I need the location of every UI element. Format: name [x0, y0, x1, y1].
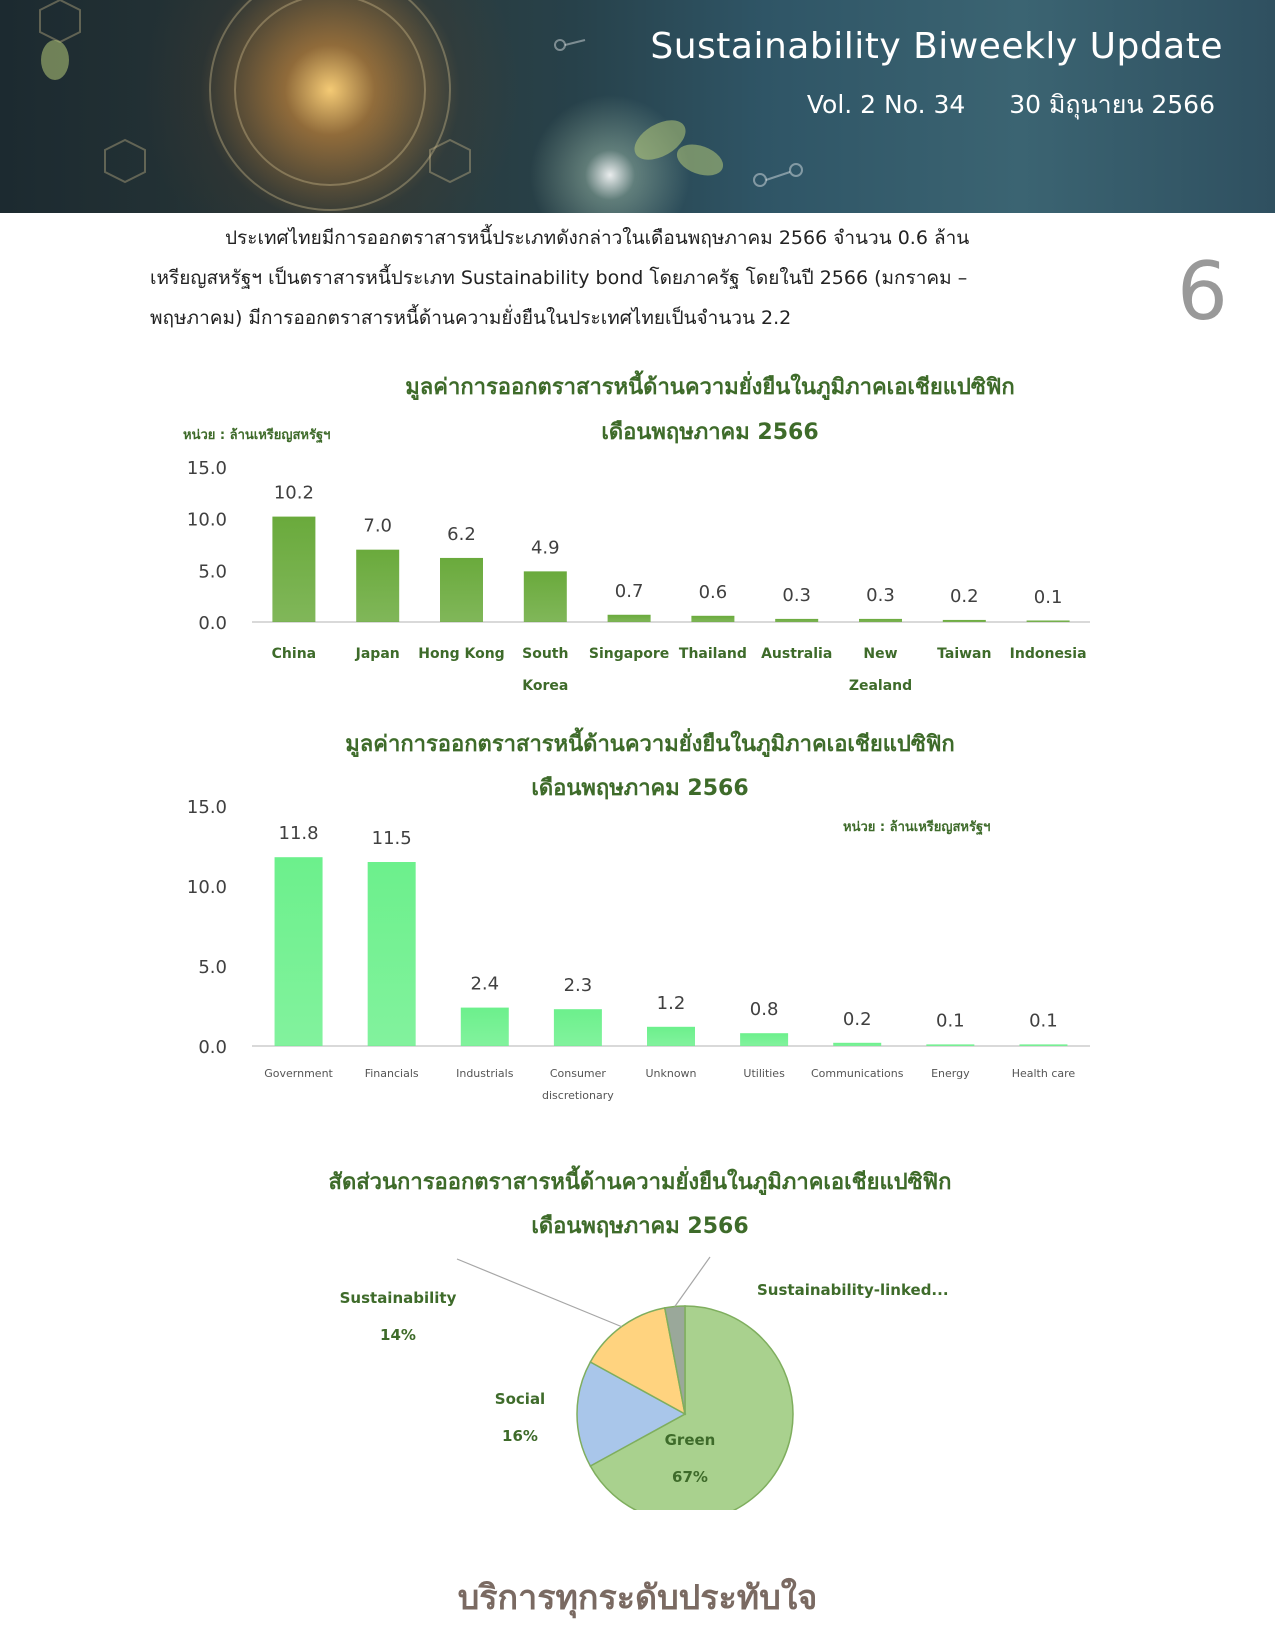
footer-slogan: บริการทุกระดับประทับใจ — [457, 1578, 818, 1618]
data-label: 0.2 — [842, 1008, 872, 1030]
category-label: China — [271, 646, 317, 662]
bar-thailand — [691, 616, 734, 622]
data-label: 10.2 — [273, 482, 314, 504]
pie-label: Sustainability — [339, 1289, 457, 1307]
data-label: 11.8 — [278, 823, 319, 845]
category-label: Government — [264, 1067, 333, 1080]
bar-consumer-discretionary — [554, 1009, 602, 1046]
data-label: 7.0 — [363, 515, 393, 537]
leader-line — [457, 1259, 622, 1327]
data-label: 0.6 — [698, 581, 728, 603]
pie-label: Social — [494, 1390, 546, 1408]
data-label: 11.5 — [371, 828, 412, 849]
data-label: 0.1 — [1033, 586, 1063, 608]
bar-unknown — [647, 1027, 695, 1046]
pie-label: Sustainability-linked... — [757, 1281, 949, 1299]
data-label: 2.3 — [563, 975, 593, 997]
y-tick-label: 5.0 — [198, 561, 227, 583]
bar-singapore — [608, 615, 651, 622]
category-label: Hong Kong — [418, 646, 505, 662]
data-label: 4.9 — [530, 537, 560, 559]
data-label: 0.1 — [1029, 1010, 1058, 1032]
bar-australia — [775, 619, 818, 622]
category-label: Australia — [761, 646, 833, 662]
chart1-subtitle: เดือนพฤษภาคม 2566 — [601, 420, 819, 445]
pie-percent-label: 16% — [502, 1427, 538, 1445]
data-label: 0.3 — [866, 584, 895, 606]
y-tick-label: 5.0 — [198, 957, 227, 978]
bar-energy — [926, 1044, 974, 1046]
pie-label: Green — [664, 1431, 716, 1449]
category-label: Consumer — [549, 1067, 606, 1080]
bar-hong-kong — [440, 558, 483, 622]
category-label: Utilities — [743, 1067, 785, 1080]
header-banner — [0, 0, 1275, 213]
intro-paragraph — [150, 218, 1130, 338]
pie-percent-label: 67% — [672, 1468, 708, 1486]
category-label: New — [863, 646, 898, 662]
pie-percent-label: 14% — [380, 1326, 416, 1344]
bar-new-zealand — [859, 619, 902, 622]
bar-health-care — [1019, 1044, 1067, 1046]
data-label: 0.2 — [949, 585, 979, 607]
y-tick-label: 10.0 — [186, 877, 227, 898]
chart3-pie-chart — [330, 1240, 1030, 1510]
data-label: 0.1 — [936, 1010, 965, 1032]
bar-government — [275, 857, 323, 1046]
category-label: discretionary — [542, 1089, 614, 1102]
category-label: South — [522, 646, 569, 662]
y-tick-label: 15.0 — [186, 458, 227, 479]
chart2-unit: หน่วย : ล้านเหรียญสหรัฐฯ — [843, 820, 991, 835]
chart2-subtitle: เดือนพฤษภาคม 2566 — [531, 776, 749, 801]
category-label: Health care — [1011, 1067, 1076, 1080]
category-label: Communications — [811, 1067, 904, 1080]
category-label: Thailand — [678, 646, 747, 662]
publication-title: Sustainability Biweekly Update — [650, 26, 1223, 67]
intro-line: เหรียญสหรัฐฯ เป็นตราสารหนี้ประเภท Sustainability bond โดยภาครัฐ โดยในปี 2566 (มกราคม – — [150, 267, 968, 289]
bar-south-korea — [524, 571, 567, 622]
intro-line: พฤษภาคม) มีการออกตราสารหนี้ด้านความยั่งยืนในประเทศไทยเป็นจำนวน 2.2 — [150, 307, 792, 329]
bar-taiwan — [943, 620, 986, 622]
bar-indonesia — [1027, 621, 1070, 623]
bar-china — [272, 517, 315, 622]
chart2-bar-chart — [170, 790, 1100, 1110]
y-tick-label: 10.0 — [186, 509, 227, 531]
bar-communications — [833, 1043, 881, 1046]
chart2-title: มูลค่าการออกตราสารหนี้ด้านความยั่งยืนในภูมิภาคเอเชียแปซิฟิก — [345, 732, 955, 757]
bar-financials — [368, 862, 416, 1046]
category-label: Energy — [931, 1067, 970, 1080]
category-label: Industrials — [456, 1067, 514, 1080]
category-label: Taiwan — [937, 646, 992, 662]
y-tick-label: 0.0 — [198, 613, 227, 634]
chart1-bar-chart — [170, 450, 1100, 700]
category-label: Indonesia — [1009, 646, 1087, 662]
data-label: 6.2 — [447, 523, 476, 545]
chart3-subtitle: เดือนพฤษภาคม 2566 — [531, 1214, 749, 1239]
intro-line: ประเทศไทยมีการออกตราสารหนี้ประเภทดังกล่าวในเดือนพฤษภาคม 2566 จำนวน 0.6 ล้าน — [225, 227, 970, 249]
page-number: 6 — [1177, 245, 1228, 338]
category-label: Financials — [364, 1067, 419, 1080]
category-label: Japan — [355, 646, 400, 662]
bar-industrials — [461, 1008, 509, 1046]
category-label: Unknown — [645, 1067, 697, 1080]
data-label: 0.8 — [749, 999, 779, 1021]
data-label: 1.2 — [656, 992, 686, 1014]
chart1-title: มูลค่าการออกตราสารหนี้ด้านความยั่งยืนในภูมิภาคเอเชียแปซิฟิก — [405, 375, 1015, 400]
issue-date: 30 มิถุนายน 2566 — [1009, 90, 1215, 119]
data-label: 2.4 — [470, 973, 500, 995]
data-label: 0.7 — [614, 580, 644, 602]
y-tick-label: 15.0 — [186, 797, 227, 818]
issue-info — [807, 85, 1215, 125]
volume-label: Vol. 2 No. 34 — [806, 90, 966, 119]
category-label: Singapore — [588, 646, 670, 662]
chart3-title: สัดส่วนการออกตราสารหนี้ด้านความยั่งยืนในภูมิภาคเอเชียแปซิฟิก — [328, 1170, 952, 1195]
category-label: Korea — [522, 678, 569, 694]
leader-line — [675, 1257, 710, 1306]
bar-utilities — [740, 1033, 788, 1046]
data-label: 0.3 — [782, 584, 812, 606]
y-tick-label: 0.0 — [198, 1037, 227, 1058]
bar-japan — [356, 550, 399, 622]
chart1-unit: หน่วย : ล้านเหรียญสหรัฐฯ — [183, 428, 331, 443]
category-label: Zealand — [848, 678, 913, 694]
